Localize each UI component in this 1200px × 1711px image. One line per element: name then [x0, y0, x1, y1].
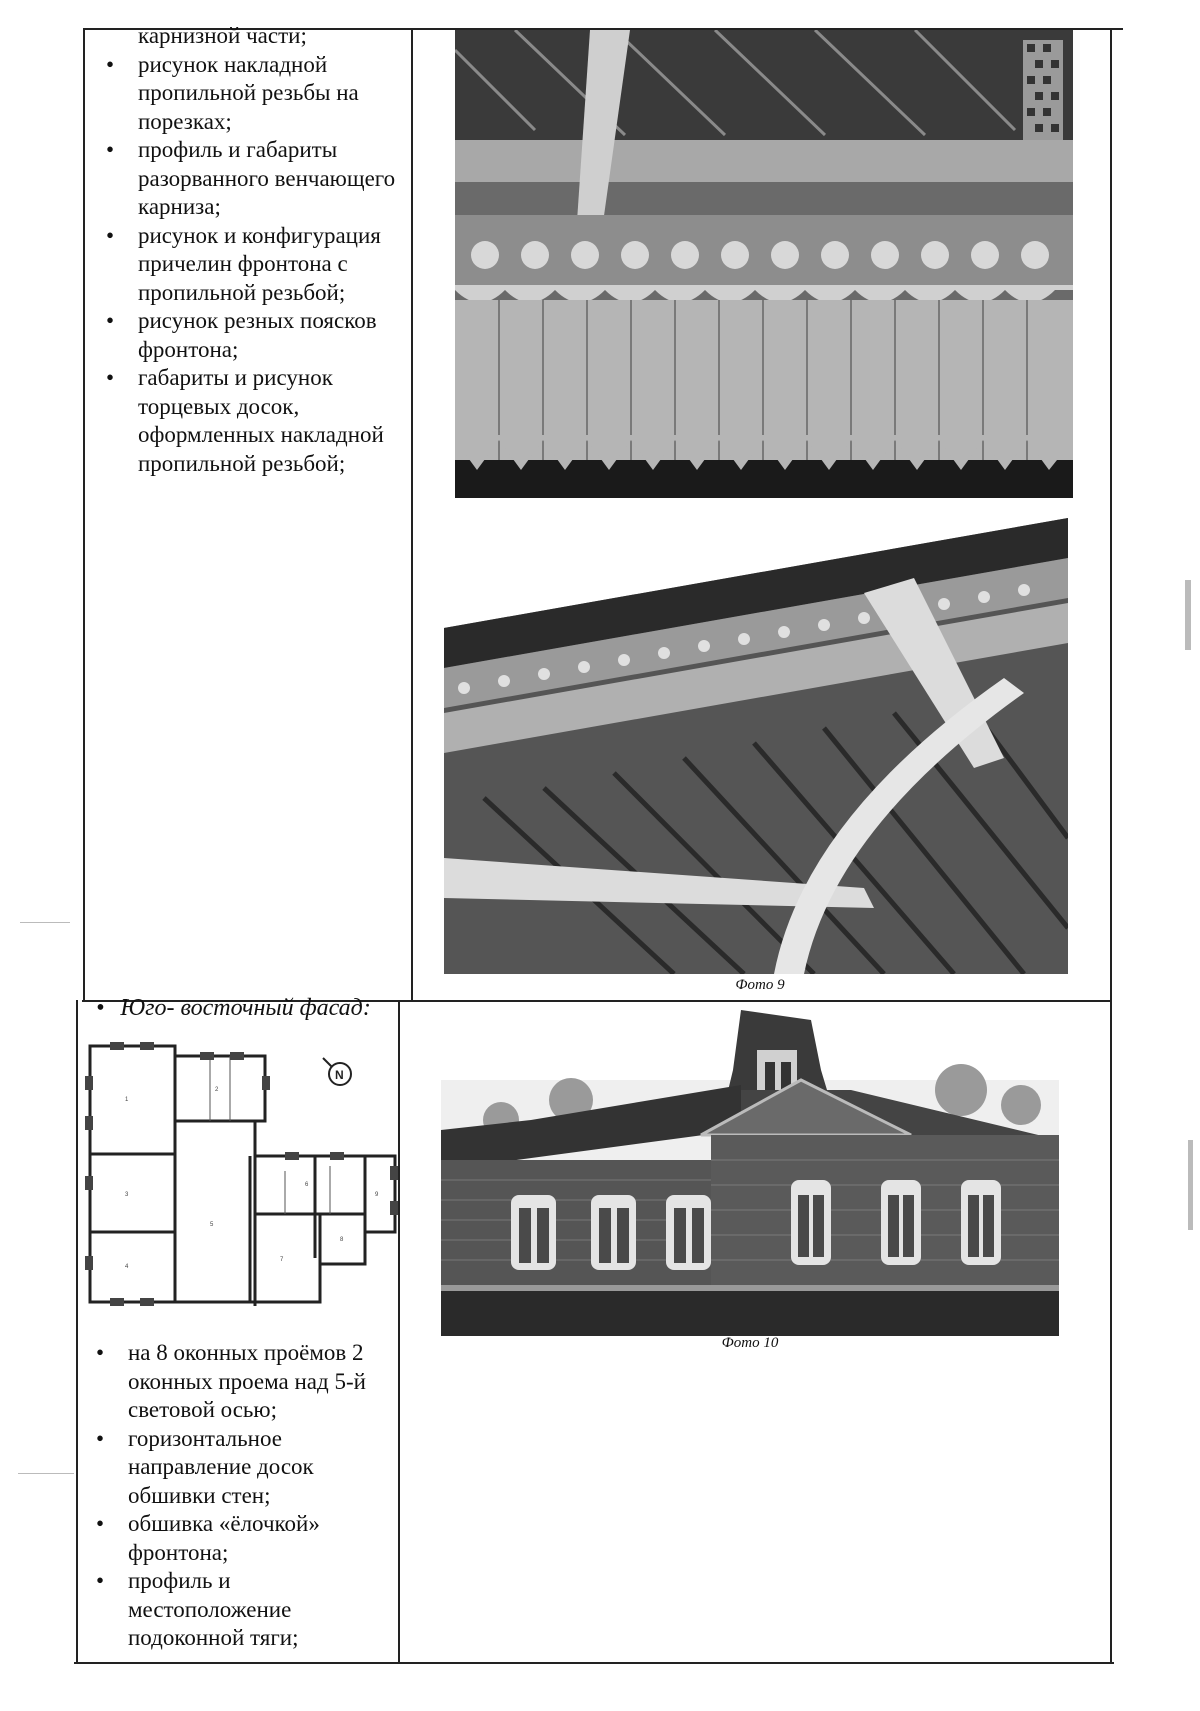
table-left-border-bottom — [76, 1000, 78, 1664]
facade-heading-row — [96, 995, 396, 1022]
top-left-text-cell — [92, 22, 412, 478]
svg-text:6: 6 — [305, 1182, 309, 1188]
list-item: • рисунок и конфигурация причелин фронтона с пропильной резьбой; — [106, 222, 381, 305]
cornice-detail-illustration — [455, 30, 1073, 498]
list-item: • обшивка «ёлочкой» фронтона; — [96, 1511, 320, 1565]
cornice-detail-photo — [455, 30, 1073, 498]
svg-text:5: 5 — [210, 1222, 214, 1228]
continuation-text: карнизной части; — [138, 23, 307, 48]
photo-10-building-facade — [441, 1010, 1059, 1336]
compass-label: N — [335, 1068, 344, 1082]
bullet: • — [106, 308, 115, 333]
table-right-border — [1110, 28, 1112, 1664]
photo-10-caption: Фото 10 — [721, 1335, 779, 1351]
table-bottom-border — [74, 1662, 1114, 1664]
bullet: • — [96, 1511, 105, 1536]
bullet: • — [96, 1340, 105, 1365]
svg-text:1: 1 — [125, 1097, 129, 1103]
list-item: • рисунок накладной пропильной резьбы на порезках; — [106, 51, 359, 134]
svg-text:3: 3 — [125, 1192, 129, 1198]
feature-list-top — [92, 51, 412, 479]
svg-text:4: 4 — [125, 1264, 129, 1270]
bottom-left-text-cell — [82, 1339, 392, 1653]
building-facade-illustration — [441, 1010, 1059, 1336]
scan-mark — [1188, 1140, 1193, 1230]
svg-text:8: 8 — [340, 1237, 344, 1243]
svg-text:7: 7 — [280, 1257, 284, 1263]
gable-detail-illustration — [444, 518, 1068, 974]
floor-plan-svg — [80, 1036, 400, 1306]
list-item: • профиль и габариты разорванного венчающего карниза; — [106, 137, 396, 219]
bullet: • — [96, 995, 105, 1021]
svg-text:2: 2 — [215, 1087, 219, 1093]
scan-mark — [20, 922, 70, 923]
bullet: • — [106, 51, 115, 77]
list-item: • горизонтальное направление досок обшивки стен; — [96, 1425, 314, 1508]
photo-9-gable-detail — [444, 518, 1068, 974]
list-item: • профиль и местоположение подоконной тяги; — [96, 1568, 299, 1650]
facade-heading: Юго- восточный фасад: — [120, 995, 371, 1021]
bullet: • — [106, 222, 115, 248]
bullet: • — [106, 137, 115, 162]
table-left-border-top — [83, 28, 85, 1002]
feature-list-bottom — [82, 1339, 392, 1653]
svg-text:9: 9 — [375, 1192, 379, 1198]
list-item: • на 8 оконных проёмов 2 оконных проема над 5-й световой осью; — [96, 1340, 366, 1422]
scan-mark — [1185, 580, 1191, 650]
bullet: • — [96, 1568, 105, 1593]
bullet: • — [96, 1425, 105, 1451]
scan-mark — [18, 1473, 74, 1474]
bullet: • — [106, 365, 115, 390]
list-item: • рисунок резных поясков фронтона; — [106, 308, 377, 362]
photo-9-caption: Фото 9 — [735, 977, 785, 993]
floor-plan-drawing — [80, 1036, 400, 1306]
list-item: • габариты и рисунок торцевых досок, оформленных накладной пропильной резьбой; — [106, 365, 384, 476]
